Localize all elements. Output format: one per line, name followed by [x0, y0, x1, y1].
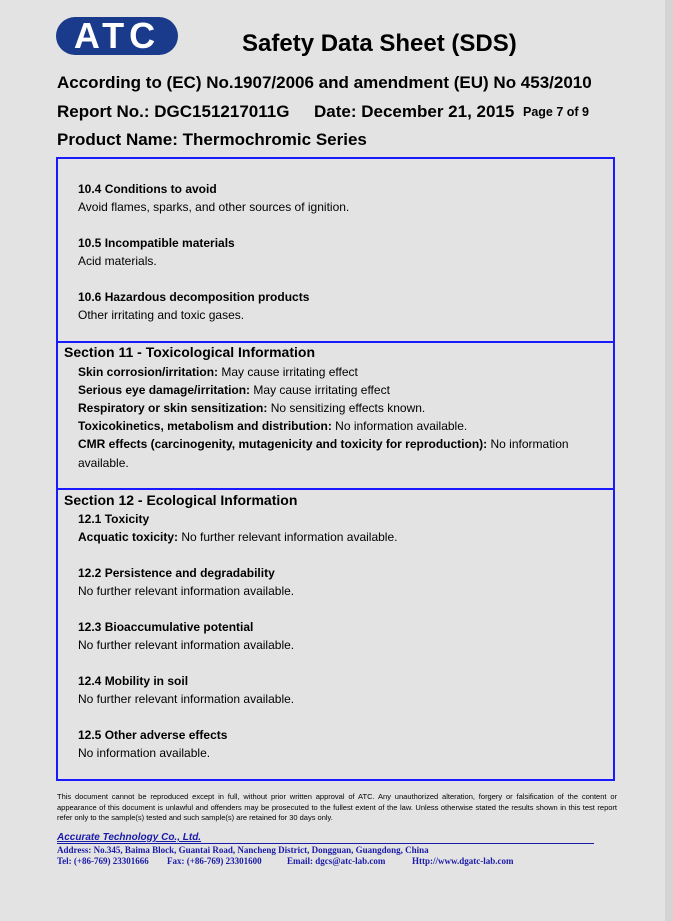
page-number: Page 7 of 9: [523, 105, 589, 119]
section-divider: [58, 341, 613, 343]
s12-2-text: No further relevant information available.: [78, 584, 295, 598]
s12-1-heading: 12.1 Toxicity: [78, 512, 150, 526]
s10-4-heading: 10.4 Conditions to avoid: [78, 182, 217, 196]
s12-4-text: No further relevant information available.: [78, 692, 295, 706]
s12-4-heading: 12.4 Mobility in soil: [78, 674, 189, 688]
report-date: Date: December 21, 2015: [314, 102, 515, 121]
s11-item: Serious eye damage/irritation: May cause irritating effect: [78, 383, 390, 397]
s12-1-text: Acquatic toxicity: No further relevant information available.: [78, 530, 398, 544]
disclaimer: This document cannot be reproduced except in full, without prior written approval of ATC. Any unauthorized alteration, forgery or falsification of the content or appearance of this document is unlawful and offenders may be prosecuted to the fullest extent of the law. Unless otherwise stated the results shown in this test report refer only to the sample(s) tested and such sample(s) are retained for 30 days only.: [57, 792, 617, 822]
s12-3-text: No further relevant information available.: [78, 638, 295, 652]
section-12-title: Section 12 - Ecological Information: [64, 492, 298, 508]
s11-item-cont: available.: [78, 456, 129, 470]
s10-5-heading: 10.5 Incompatible materials: [78, 236, 235, 250]
s11-item: Toxicokinetics, metabolism and distribution: No information available.: [78, 419, 468, 433]
atc-logo: ATC: [56, 17, 178, 55]
product-name: Product Name: Thermochromic Series: [57, 130, 367, 149]
s12-3-heading: 12.3 Bioaccumulative potential: [78, 620, 254, 634]
s11-item: Respiratory or skin sensitization: No sensitizing effects known.: [78, 401, 426, 415]
company-tel: Tel: (+86-769) 23301666: [57, 856, 149, 866]
regulation: According to (EC) No.1907/2006 and amendment (EU) No 453/2010: [57, 73, 592, 92]
s10-5-text: Acid materials.: [78, 254, 157, 268]
s11-item: Skin corrosion/irritation: May cause irritating effect: [78, 365, 358, 379]
s10-4-text: Avoid flames, sparks, and other sources of ignition.: [78, 200, 350, 214]
s12-5-heading: 12.5 Other adverse effects: [78, 728, 228, 742]
s12-2-heading: 12.2 Persistence and degradability: [78, 566, 275, 580]
company-address: Address: No.345, Baima Block, Guantai Road, Nancheng District, Dongguan, Guangdong, China: [57, 845, 429, 855]
report-number: Report No.: DGC151217011G: [57, 102, 290, 121]
section-11-title: Section 11 - Toxicological Information: [64, 344, 316, 360]
s10-6-text: Other irritating and toxic gases.: [78, 308, 245, 322]
section-divider: [58, 488, 613, 490]
page-edge: [665, 0, 673, 921]
company-website[interactable]: Http://www.dgatc-lab.com: [412, 856, 514, 866]
s11-item: CMR effects (carcinogenity, mutagenicity and toxicity for reproduction): No information: [78, 437, 569, 451]
s10-6-heading: 10.6 Hazardous decomposition products: [78, 290, 310, 304]
s12-5-text: No information available.: [78, 746, 211, 760]
document-title: Safety Data Sheet (SDS): [242, 30, 517, 57]
content-box: [56, 157, 615, 781]
company-fax: Fax: (+86-769) 23301600: [167, 856, 262, 866]
footer-rule: [57, 843, 594, 844]
company-name: Accurate Technology Co., Ltd.: [57, 832, 202, 843]
company-email[interactable]: Email: dgcs@atc-lab.com: [287, 856, 386, 866]
